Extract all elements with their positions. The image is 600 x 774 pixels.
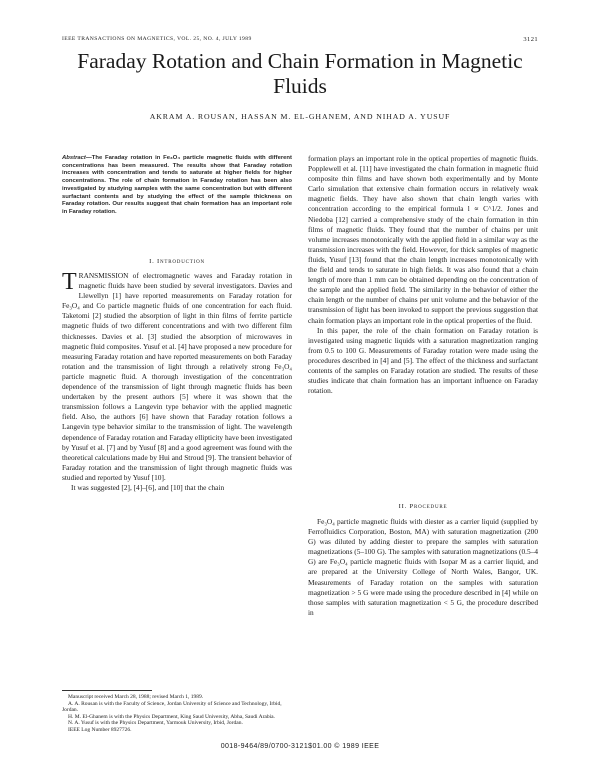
section-number: II. [398,503,408,510]
intro-paragraph-1: TRANSMISSION of electromagnetic waves and Faraday rotation in magnetic fluids have been studied by several investigators. Davies and Llewellyn [1] have reported measurements on Faraday rotation for Fe₃O₄ and Co particle magnetic fluids of one concentration for each fluid. Taketomi [2] studied the absorption of light in thin films of ferrite particle magnetic fluids of two different concentrations and with two different film thicknesses. Davies et al. [3] studied the absorption of microwaves in magnetic fluid composites. Yusuf et al. [4] have proposed a new procedure for measuring Faraday rotation and have reported measurements on both Faraday rotation and the transmission of light through a relatively strong Fe₃O₄ particle magnetic fluid. A thorough investigation of the concentration dependence of the transmission of light through magnetic fluids has been undertaken by the present authors [5] where it was shown that the transmission follows a Langevin type behavior with the applied magnetic field. Also, the authors [6] have shown that Faraday rotation follows a Langevin type behavior similar to the transmission of light. The wavelength dependence of Faraday rotation and Faraday ellipticity have been investigated by Yusuf et al. [7] and by Yusuf [8] and a good agreement was found with the theoretical calculations made by Hui and Stroud [9]. The transient behavior of Faraday rotation and the transmission of light through magnetic fluids was studied and reported by Yusuf [10]. [62,269,292,482]
abstract-label: Abstract— [62,155,92,161]
footnote: H. M. El-Ghanem is with the Physics Department, King Saud University, Abha, Saudi Arabia. [68,713,275,720]
intro-paragraph-2: It was suggested [2], [4]–[6], and [10] that the chain [71,482,225,492]
footnote: IEEE Log Number 8927726. [68,726,132,733]
section-title: Introduction [157,258,205,265]
journal-citation: IEEE TRANSACTIONS ON MAGNETICS, VOL. 25, NO. 4, JULY 1989 [62,36,252,42]
right-paragraph-1: formation plays an important role in the optical properties of magnetic fluids. Popplewell et al. [11] have investigated the chain formation in magnetic fluid composite thin films and have shown both experimentally and by Monte Carlo simulation that extensive chain formation occurs in relatively weak magnetic fields. They have also shown that chain length varies with concentration according to the empirical formula l ∝ C^1/2. Jones and Niedoba [12] carried a comprehensive study of the chain formation in thin films of magnetic fluids. They found that the number of chains per unit volume increases monotonically with the applied field in a similar way as the transmission increases with the field. However, for thick samples of magnetic fluids, Yusuf [13] found that the chain length increases monotonically with the field and tends to saturate in high fields. It was also found that a chain length of more than 1 mm can be obtained depending on the concentration of the sample and the applied field. The similarity in the behavior of either the chain length or the number of chains per unit volume and the behavior of the transmission of light has been invoked to support the previous suggestion that chain formation plays an important role in the optical properties of the fluid. [308,154,538,325]
section-title: Procedure [409,503,448,510]
paper-title: Faraday Rotation and Chain Formation in Magnetic Fluids [77,49,523,98]
introduction-body [62,271,292,493]
abstract [62,155,292,217]
right-column-body [308,154,538,396]
footnote: Manuscript received March 28, 1988; revised March 1, 1989. [68,694,204,700]
section-heading-introduction [62,258,292,265]
footnote-rule [62,690,152,691]
author-list: AKRAM A. ROUSAN, HASSAN M. EL-GHANEM, AND NIHAD A. YUSUF [149,112,451,121]
procedure-body [308,517,538,618]
footnotes [62,694,292,734]
footnote: A. A. Rousan is with the Faculty of Science, Jordan University of Science and Technology, Irbid, Jordan. [62,700,282,714]
page-number: 3121 [523,36,538,43]
footnote: N. A. Yusuf is with the Physics Department, Yarmouk University, Irbid, Jordan. [68,720,243,727]
abstract-text: The Faraday rotation in Fe₃O₄ particle magnetic fluids with different concentrations has been measured. The results show that Faraday rotation increases with concentration and tends to saturate at higher fields for higher concentrations. The role of chain formation in Faraday rotation has been also investigated by studying samples with the same concentration but with different surfactant contents and by studying the effect of the sample thickness on Faraday rotation. Our results suggest that chain formation has an important role in Faraday rotation. [62,155,292,215]
running-head [62,36,538,46]
drop-cap: T [62,269,77,295]
copyright-footer: 0018-9464/89/0700-3121$01.00 © 1989 IEEE [220,743,380,750]
section-heading-procedure [308,503,538,510]
section-number: I. [149,258,155,265]
procedure-paragraph-1: Fe₃O₄ particle magnetic fluids with diester as a carrier liquid (supplied by Ferrofluidics Corporation, Boston, MA) with saturation magnetization (200 G) was diluted by adding diester to prepare the samples with saturation magnetizations (5–100 G). The samples with saturation magnetizations (0.5–4 G) are Fe₃O₄ particle magnetic fluids with Isopar M as a carrier liquid, and are prepared at the University College of North Wales, Bangor, UK. Measurements of Faraday rotation on the samples with saturation magnetization > 5 G were made using the procedure described in [4] while on those samples with saturation magnetization < 5 G, the procedure described in [308,517,538,617]
right-paragraph-2: In this paper, the role of the chain formation on Faraday rotation is investigated using magnetic liquids with a saturation magnetization ranging from 0.5 to 100 G. Measurements of Faraday rotation were made using the procedures described in [4] and [5]. The effect of the thickness and surfactant contents of the samples on Faraday rotation are studied. The results of these studies indicate that chain formation has an important influence on Faraday rotation. [308,325,538,396]
